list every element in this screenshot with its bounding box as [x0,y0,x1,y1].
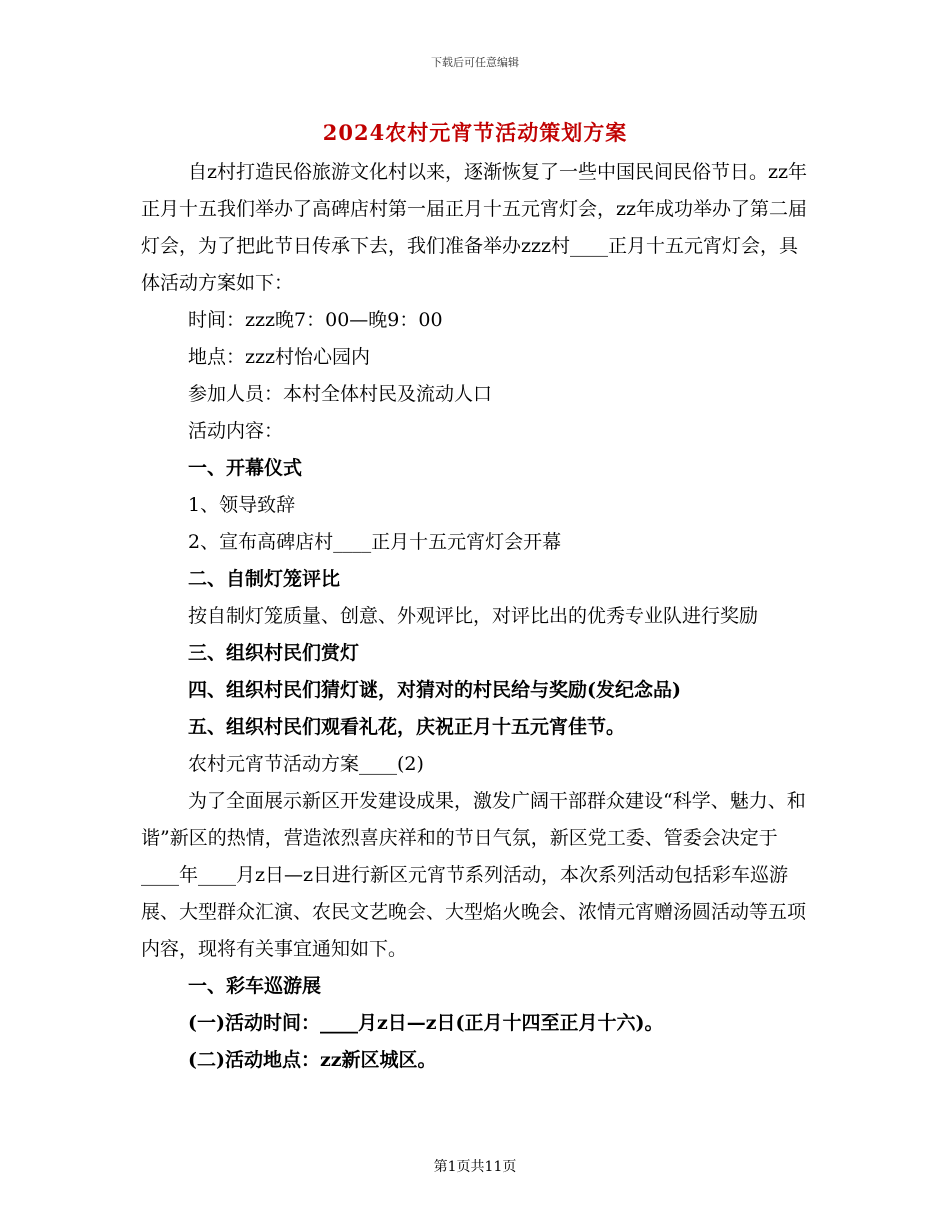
section-heading: 一、彩车巡游展 [188,975,322,997]
time-line: 时间：zzz晚7：00—晚9：00 [188,309,443,331]
document-body [141,154,811,1079]
document-title: 2024农村元宵节活动策划方案 [322,120,628,145]
place-line: 地点：zzz村怡心园内 [188,346,371,368]
intro-paragraph: 自z村打造民俗旅游文化村以来，逐渐恢复了一些中国民间民俗节日。zz年正月十五我们举办了高碑店村第一届正月十五元宵灯会，zz年成功举办了第二届灯会，为了把此节日传承下去，我们准备举办zzz村____正月十五元宵灯会，具体活动方案如下： [141,161,808,294]
plan2-intro-paragraph: 为了全面展示新区开发建设成果，激发广阔干部群众建设“科学、魅力、和谐”新区的热情，营造浓烈喜庆祥和的节日气氛，新区党工委、管委会决定于____年____月z日—z日进行新区元宵节系列活动，本次系列活动包括彩车巡游展、大型群众汇演、农民文艺晚会、大型焰火晚会、浓情元宵赠汤圆活动等五项内容，现将有关事宜通知如下。 [141,790,807,960]
section-heading: 四、组织村民们猜灯谜，对猜对的村民给与奖励(发纪念品) [188,679,681,701]
list-item: 2、宣布高碑店村____正月十五元宵灯会开幕 [188,531,562,553]
page-footer: 第1页共11页 [433,1159,517,1175]
section-heading: 五、组织村民们观看礼花，庆祝正月十五元宵佳节。 [188,716,626,738]
page-header: 下载后可任意编辑 [431,56,519,69]
section-heading: 二、自制灯笼评比 [188,568,341,590]
section-heading: 一、开幕仪式 [188,457,303,479]
section-paragraph: 按自制灯笼质量、创意、外观评比，对评比出的优秀专业队进行奖励 [188,605,759,627]
content-label: 活动内容： [188,420,284,442]
subsection-item: (二)活动地点：zz新区城区。 [188,1049,437,1071]
plan2-title: 农村元宵节活动方案____(2) [188,753,424,775]
section-heading: 三、组织村民们赏灯 [188,642,360,664]
list-item: 1、领导致辞 [188,494,296,516]
participants-line: 参加人员：本村全体村民及流动人口 [188,383,493,405]
subsection-item: (一)活动时间：____月z日—z日(正月十四至正月十六)。 [188,1012,664,1034]
